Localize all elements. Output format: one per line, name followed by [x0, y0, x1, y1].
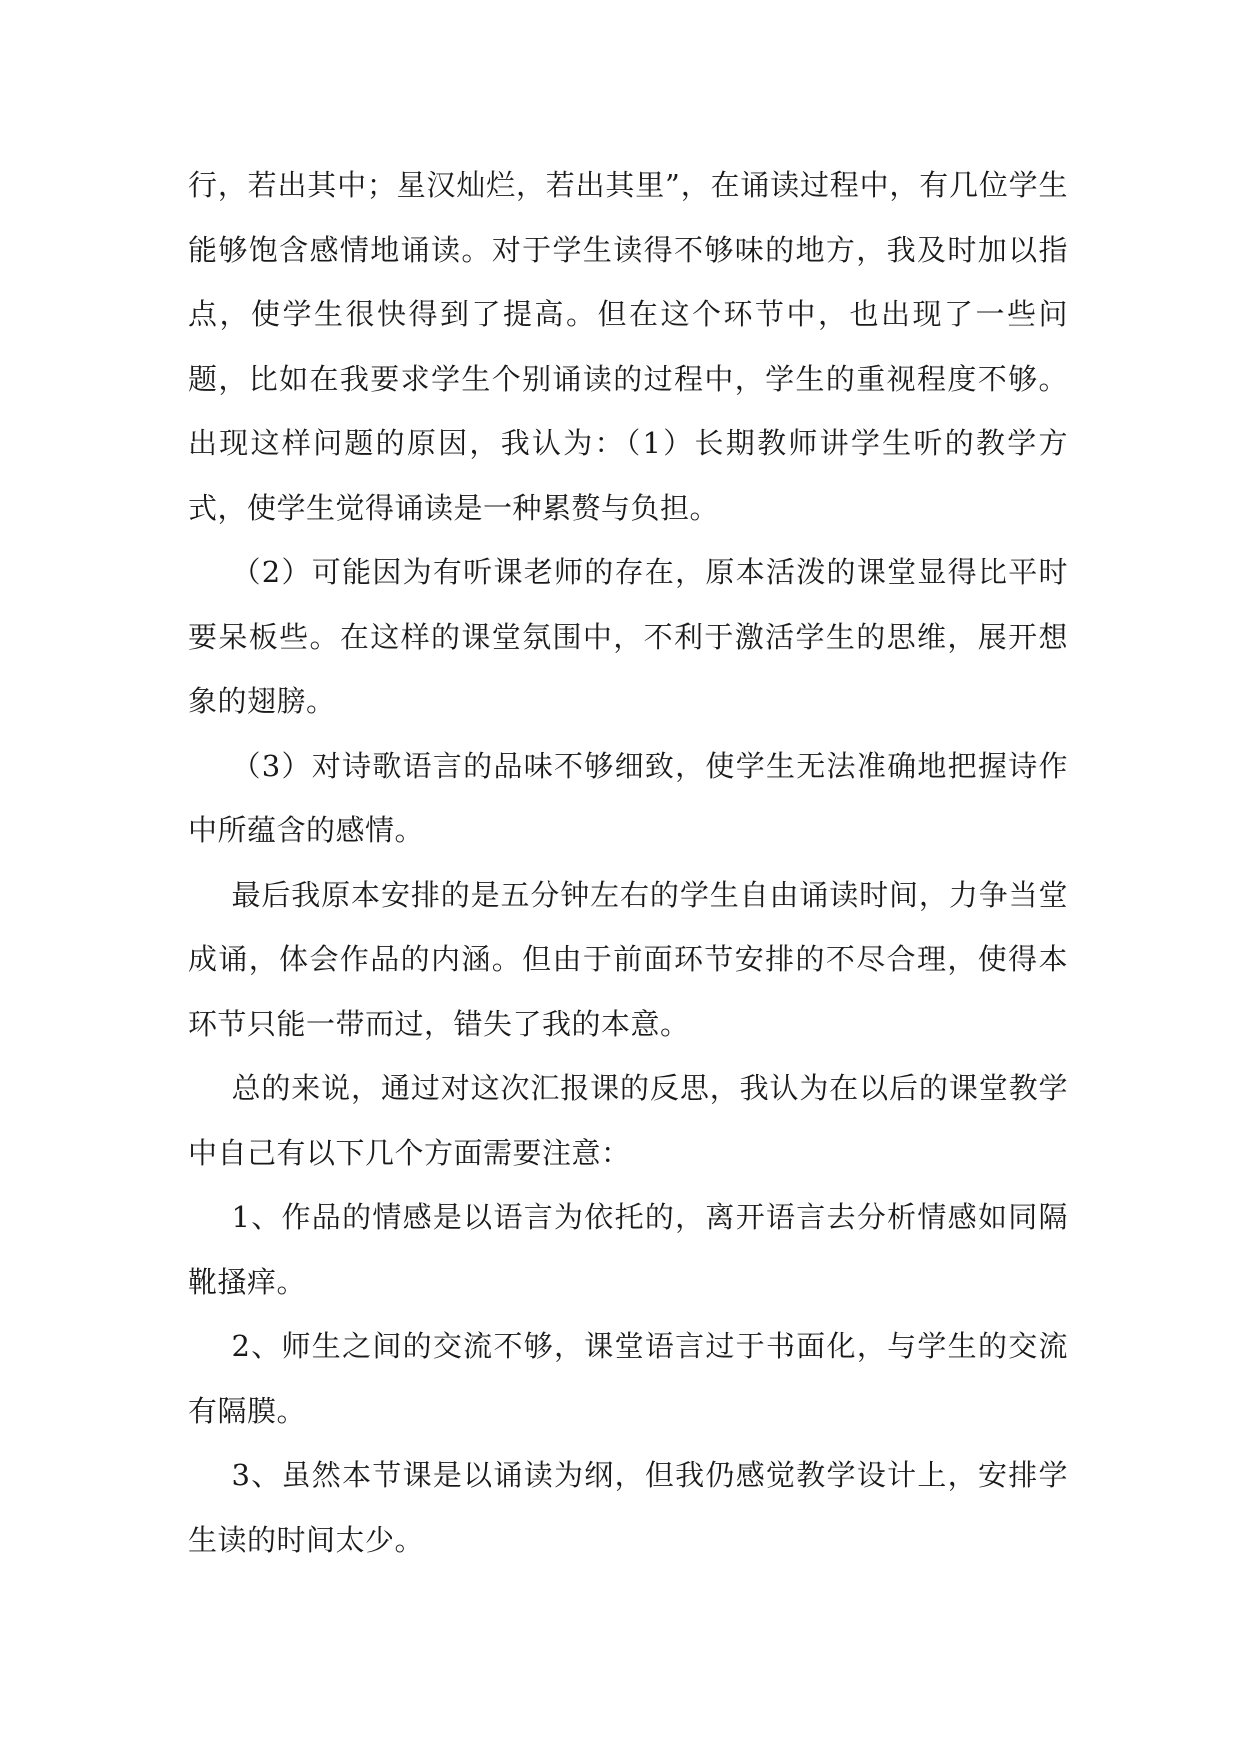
- paragraph-2: （2）可能因为有听课老师的存在，原本活泼的课堂显得比平时要呆板些。在这样的课堂氛围中，不利于激活学生的思维，展开想象的翅膀。: [188, 555, 1068, 718]
- paragraph-7: 2、师生之间的交流不够，课堂语言过于书面化，与学生的交流有隔膜。: [188, 1329, 1068, 1428]
- paragraph-1: 行，若出其中；星汉灿烂，若出其里”，在诵读过程中，有几位学生能够饱含感情地诵读。对于学生读得不够味的地方，我及时加以指点，使学生很快得到了提高。但在这个环节中，也出现了一些问题，比如在我要求学生个别诵读的过程中，学生的重视程度不够。出现这样问题的原因，我认为：（1）长期教师讲学生听的教学方式，使学生觉得诵读是一种累赘与负担。: [188, 168, 1068, 525]
- paragraph-6: 1、作品的情感是以语言为依托的，离开语言去分析情感如同隔靴搔痒。: [188, 1200, 1068, 1299]
- paragraph-4: 最后我原本安排的是五分钟左右的学生自由诵读时间，力争当堂成诵，体会作品的内涵。但由于前面环节安排的不尽合理，使得本环节只能一带而过，错失了我的本意。: [188, 877, 1068, 1041]
- paragraph-3: （3）对诗歌语言的品味不够细致，使学生无法准确地把握诗作中所蕴含的感情。: [188, 748, 1068, 847]
- paragraph-5: 总的来说，通过对这次汇报课的反思，我认为在以后的课堂教学中自己有以下几个方面需要注意：: [188, 1071, 1068, 1170]
- paragraph-8: 3、虽然本节课是以诵读为纲，但我仍感觉教学设计上，安排学生读的时间太少。: [188, 1458, 1068, 1557]
- body-text: [188, 153, 1068, 1572]
